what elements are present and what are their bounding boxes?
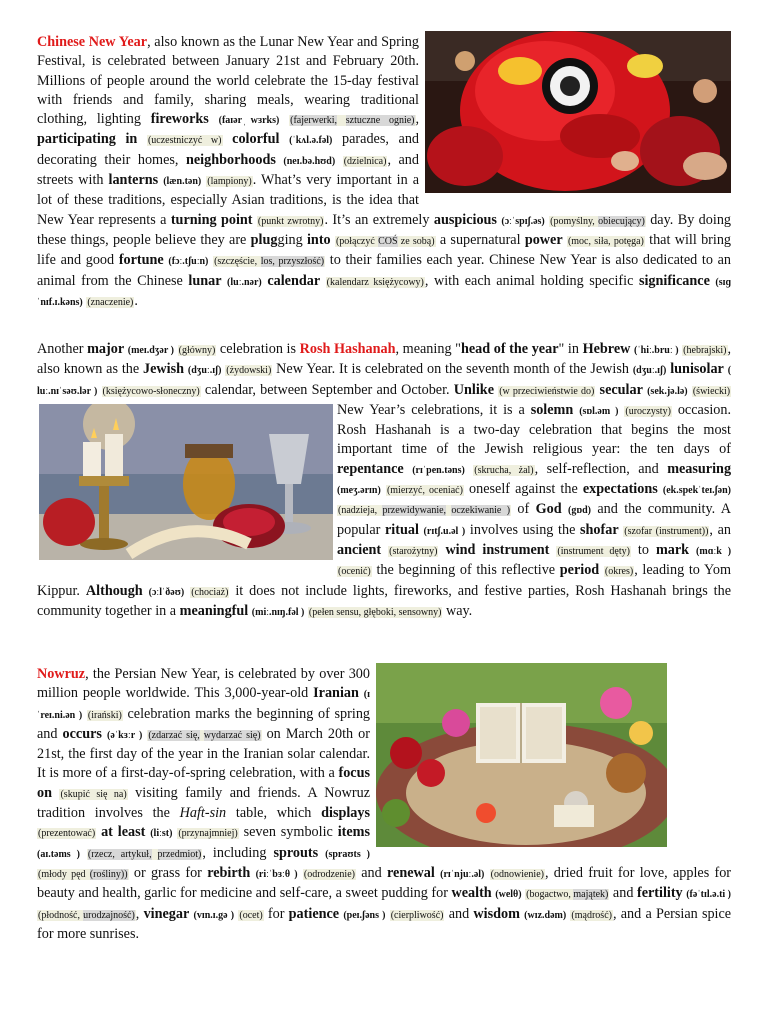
text: and the community. A popular (337, 501, 732, 538)
translation-part: (bogactwo, (526, 889, 571, 901)
word-rebirth: rebirth (207, 864, 251, 881)
translation-secular: (świecki) (692, 385, 731, 397)
word-haft-sin: Haft-sin (179, 805, 227, 822)
translation-part: majątek) (573, 889, 609, 901)
rosh-hashanah-table-image (39, 404, 333, 560)
translation-sprouts (37, 869, 129, 880)
translation-part: (rzecz, artykuł, (87, 848, 152, 860)
text: a supernatural (435, 231, 525, 248)
translation-significance: (znaczenie) (87, 296, 134, 308)
translation-part: przewidywanie, (382, 505, 447, 517)
text: and (444, 905, 474, 922)
text: , also known as the (37, 341, 732, 378)
text: Another (37, 341, 88, 357)
word-ritual: ritual (385, 521, 419, 538)
translation-patience: (cierpliwość) (390, 909, 444, 921)
translation-part: COŚ (378, 235, 398, 247)
translation-power: (moc, siła, potęga) (567, 235, 644, 247)
text: way. (442, 602, 473, 619)
text: celebration marks the beginning of spring and (37, 705, 371, 742)
text: for (263, 905, 289, 922)
text: , with each animal holding specific (424, 272, 639, 289)
text: on March 20th or 21st, the first day of the year in the Iranian solar calendar. It is more of a first-day-of-spring celebration, with a (37, 725, 370, 782)
translation-part: oczekiwanie ) (451, 505, 511, 517)
ipa-iranian: (ɪˈreɪ.ni.ən ) (37, 689, 370, 721)
ipa-vinegar: (vɪn.ɪ.gə ) (193, 909, 235, 921)
text: , meaning " (395, 341, 461, 357)
word-meaningful: meaningful (179, 602, 249, 619)
translation-solemn: (uroczysty) (625, 405, 671, 417)
word-shofar: shofar (580, 521, 619, 538)
ipa-jewish: (dʒuː.ɪʃ) (187, 365, 222, 377)
ipa-mark: (mɑːk ) (696, 545, 732, 557)
text: New Year. It is celebrated on the seventh month of the Jewish (272, 361, 633, 378)
text: Rosh Hashanah is a two-day celebration that begins the most important time of the Jewish religious year: the ten days of (337, 422, 731, 458)
ipa-wealth: (welθ) (495, 889, 522, 901)
ipa-fertility: (fəˈtɪl.ə.ti ) (686, 889, 732, 901)
translation-part: los, przyszłość) (260, 256, 325, 268)
translation-hebrew: (hebrajski) (683, 345, 727, 356)
translation-into (335, 236, 436, 247)
word-solemn: solemn (530, 401, 574, 418)
translation-meaningful: (pełen sensu, głęboki, sensowny) (308, 606, 442, 618)
text: oneself against the (463, 481, 583, 498)
title-nowruz: Nowruz (37, 666, 86, 682)
translation-rebirth: (odrodzenie) (303, 868, 355, 880)
word-items: items (337, 824, 370, 841)
translation-part: (fajerwerki, (290, 115, 338, 127)
word-wisdom: wisdom (473, 905, 520, 922)
translation-major: (główny) (178, 345, 216, 356)
word-sprouts: sprouts (273, 844, 319, 861)
word-measuring: measuring (667, 460, 732, 477)
translation-part: (połączyć (335, 235, 375, 247)
translation-wind-instrument: (instrument dęty) (557, 545, 630, 557)
translation-expectations (337, 505, 511, 516)
ipa-wisdom: (wɪz.dəm) (524, 909, 567, 921)
ipa-renewal: (rɪˈnjuː.əl) (440, 868, 485, 880)
ipa-neighborhoods: (neɪ.bə.hʊd) (283, 155, 336, 167)
translation-part: (pomyślny, (550, 215, 595, 227)
word-major: major (87, 341, 125, 357)
ipa-jewish-2: (dʒuː.ɪʃ) (632, 365, 667, 377)
translation-focus-on: (skupić się na) (60, 788, 127, 800)
translation-part: (nadzieja, (338, 505, 378, 517)
word-power: power (524, 231, 563, 248)
title-chinese-new-year: Chinese New Year (37, 34, 148, 50)
translation-lunar-calendar: (kalendarz księżycowy) (326, 276, 424, 288)
translation-fortune (213, 256, 325, 267)
text: , (135, 905, 144, 922)
word-ancient: ancient (337, 541, 382, 558)
translation-jewish: (żydowski) (226, 365, 272, 377)
ipa-god: (gɒd) (568, 505, 591, 517)
text: involves using the (465, 521, 581, 538)
translation-renewal: (odnowienie) (490, 868, 544, 880)
word-iranian: Iranian (313, 685, 359, 702)
word-period: period (559, 562, 600, 579)
text: . It’s an extremely (324, 211, 434, 228)
translation-wisdom: (mądrość) (571, 909, 612, 921)
word-jewish: Jewish (143, 361, 185, 378)
text: , leading to Yom Kippur. (37, 562, 731, 599)
translation-part: (rośliny)) (89, 868, 128, 880)
translation-lanterns: (lampiony) (207, 176, 252, 188)
text: parades, and decorating their homes, (37, 131, 420, 168)
ipa-although: (ɔːlˈðəʊ) (148, 586, 185, 598)
text: , the Persian New Year, is celebrated by over 300 million people worldwide. This 3,000-year-old (37, 666, 370, 702)
text: to (630, 541, 656, 558)
ipa-meaningful: (miː.nɪŋ.fəl ) (251, 606, 305, 618)
text: seven symbolic (238, 824, 338, 841)
paragraph-rosh-hashanah (37, 340, 731, 622)
text: , including (202, 844, 274, 861)
text: , and a Persian spice for more sunrises. (37, 905, 732, 942)
translation-part: (szczęście, (214, 256, 258, 268)
translation-participating: (uczestniczyć w) (147, 135, 222, 147)
text: that will bring life and good (37, 231, 732, 269)
paragraph-nowruz (37, 665, 731, 944)
word-plug: plug (250, 231, 278, 248)
ipa-significance: (sɪɡˈnɪf.ɪ.kəns) (37, 276, 732, 308)
word-focus-on: focus on (37, 765, 370, 801)
word-unlike: Unlike (453, 381, 494, 398)
text: and (355, 864, 388, 881)
paragraph-chinese-new-year (37, 33, 731, 312)
text: visiting family and friends. A Nowruz tradition involves the (37, 784, 370, 822)
translation-repentance: (skrucha, żal) (474, 464, 534, 476)
ipa-lunar: (luː.nər) (227, 276, 262, 288)
translation-part: (zdarzać się, (148, 729, 200, 741)
word-lunar: lunar (188, 272, 222, 289)
text: table, which (226, 805, 322, 822)
text: , self-reflection, and (534, 460, 668, 477)
ipa-expectations: (ek.spekˈteɪ.ʃən) (662, 485, 731, 497)
translation-part: przedmiot) (157, 848, 202, 860)
translation-occurs (147, 730, 261, 741)
ipa-patience: (peɪ.ʃəns ) (343, 909, 386, 921)
text: the beginning of this reflective (371, 562, 560, 579)
word-neighborhoods: neighborhoods (185, 151, 276, 168)
translation-mark: (ocenić) (338, 566, 371, 578)
ipa-occurs: (əˈkɜːr ) (106, 729, 143, 741)
word-expectations: expectations (582, 481, 658, 498)
translation-displays: (prezentować) (38, 828, 96, 840)
text: occasion. (671, 401, 732, 418)
translation-measuring: (mierzyć, oceniać) (386, 485, 463, 497)
ipa-major: (meɪ.dʒər ) (127, 345, 174, 356)
translation-although: (chociaż) (191, 586, 229, 598)
ipa-auspicious: (ɔːˈspɪʃ.əs) (501, 215, 545, 227)
word-occurs: occurs (62, 725, 102, 742)
text: . What’s very important in a lot of these traditions, especially Asian traditions, is the idea that New Year represents a (37, 172, 420, 228)
text: it does not include lights, fireworks, and festive parties, Rosh Hashanah brings the community together in a (37, 582, 732, 619)
text: ging (277, 231, 307, 248)
translation-part: (płodność, (38, 909, 80, 921)
word-renewal: renewal (387, 864, 435, 881)
translation-auspicious (549, 216, 646, 227)
ipa-ritual: (rɪtʃ.u.əl ) (423, 525, 466, 537)
word-calendar: calendar (267, 272, 321, 289)
chinese-new-year-lion-dance-image (425, 31, 731, 193)
title-rosh-hashanah: Rosh Hashanah (299, 341, 396, 357)
word-patience: patience (288, 905, 340, 922)
text: , (415, 111, 420, 128)
ipa-fortune: (fɔː.tʃuːn) (168, 256, 209, 268)
word-auspicious: auspicious (433, 211, 497, 228)
phrase-head-of-the-year: head of the year (460, 341, 559, 357)
nowruz-haft-sin-image (376, 663, 667, 847)
translation-lunisolar: (księżycowo-słoneczny) (102, 385, 200, 397)
translation-fertility (37, 910, 136, 921)
word-wealth: wealth (451, 885, 492, 902)
translation-part: (młody pęd (38, 868, 86, 880)
translation-period: (okres) (604, 566, 634, 578)
word-turning-point: turning point (170, 211, 253, 228)
ipa-lanterns: (læn.tən) (163, 176, 202, 188)
text: celebration is (216, 341, 300, 357)
word-hebrew: Hebrew (582, 341, 631, 357)
word-into: into (306, 231, 331, 248)
translation-part: ze sobą) (400, 235, 435, 247)
ipa-secular: (sek.jə.lə) (647, 385, 688, 397)
text: " in (558, 341, 583, 357)
text: , and streets with (37, 151, 419, 189)
word-secular: secular (599, 381, 643, 398)
text: and (609, 885, 637, 902)
translation-wealth (525, 889, 609, 900)
text: to their families each year. Chinese New Year is also dedicated to an animal from the Chinese (37, 252, 732, 289)
translation-shofar: (szofar (instrument)) (624, 525, 709, 537)
word-fertility: fertility (636, 885, 683, 902)
ipa-lunisolar: ( luː.nɪˈsəʊ.lər ) (37, 365, 732, 397)
word-god: God (535, 501, 562, 518)
text: , an (709, 521, 732, 538)
translation-neighborhoods: (dzielnica) (343, 155, 387, 167)
ipa-measuring: (meʒ.ərɪn) (337, 485, 381, 497)
word-although: Although (85, 582, 143, 599)
ipa-items: (aɪ.təms ) (37, 848, 80, 860)
translation-at-least: (przynajmniej) (178, 828, 238, 840)
ipa-solemn: (sɒl.əm ) (579, 405, 619, 417)
word-repentance: repentance (337, 460, 404, 477)
ipa-sprouts: (spraʊts ) (325, 848, 370, 860)
translation-part: wydarzać się) (203, 729, 261, 741)
word-displays: displays (321, 805, 371, 822)
text: , dried fruit for love, apples for beauty and health, garlic for medicine and self-care, a sweet pudding for (37, 864, 732, 902)
word-participating: participating in (37, 131, 138, 148)
translation-part: sztuczne ognie) (345, 115, 415, 127)
text: or grass for (128, 864, 208, 881)
translation-iranian: (irański) (87, 709, 122, 721)
ipa-repentance: (rɪˈpen.təns) (412, 464, 465, 476)
translation-part: urodzajność) (83, 909, 135, 921)
word-mark: mark (655, 541, 690, 558)
word-wind-instrument: wind instrument (445, 541, 550, 558)
translation-vinegar: (ocet) (239, 909, 263, 921)
translation-items (87, 849, 202, 860)
word-lanterns: lanterns (108, 172, 159, 189)
word-significance: significance (638, 272, 710, 289)
translation-part: obiecujący) (598, 215, 645, 227)
word-fortune: fortune (118, 252, 164, 269)
word-vinegar: vinegar (143, 905, 190, 922)
word-at-least: at least (101, 824, 146, 841)
text: calendar, between September and October. (200, 381, 454, 398)
text: day. By doing these things, people believe they are (37, 211, 732, 248)
translation-turning-point: (punkt zwrotny) (257, 215, 324, 227)
text: . (134, 292, 138, 309)
word-colorful: colorful (232, 131, 280, 148)
translation-unlike: (w przeciwieństwie do) (499, 385, 595, 397)
ipa-fireworks: (faɪər ̩wɜrks) (218, 115, 280, 127)
text: New Year’s celebrations, it is a (337, 401, 531, 418)
ipa-hebrew: (ˈhiː.bruː ) (634, 345, 679, 356)
translation-fireworks (289, 115, 415, 126)
translation-ancient: (starożytny) (389, 545, 438, 557)
text: , also known as the Lunar New Year and Spring Festival, is celebrated between January 21st and February 20th. Millions of people around the world celebrate the 15-day festival with friends and family, sharing meals, wearing traditional clothing, lighting (37, 34, 419, 128)
ipa-colorful: (ˈkʌl.ə.fəl) (289, 135, 333, 147)
ipa-at-least: (liːst) (150, 828, 173, 840)
word-fireworks: fireworks (150, 111, 209, 128)
word-lunisolar: lunisolar (670, 361, 724, 378)
ipa-rebirth: (riːˈbɜːθ ) (255, 868, 298, 880)
text: of (511, 501, 536, 518)
